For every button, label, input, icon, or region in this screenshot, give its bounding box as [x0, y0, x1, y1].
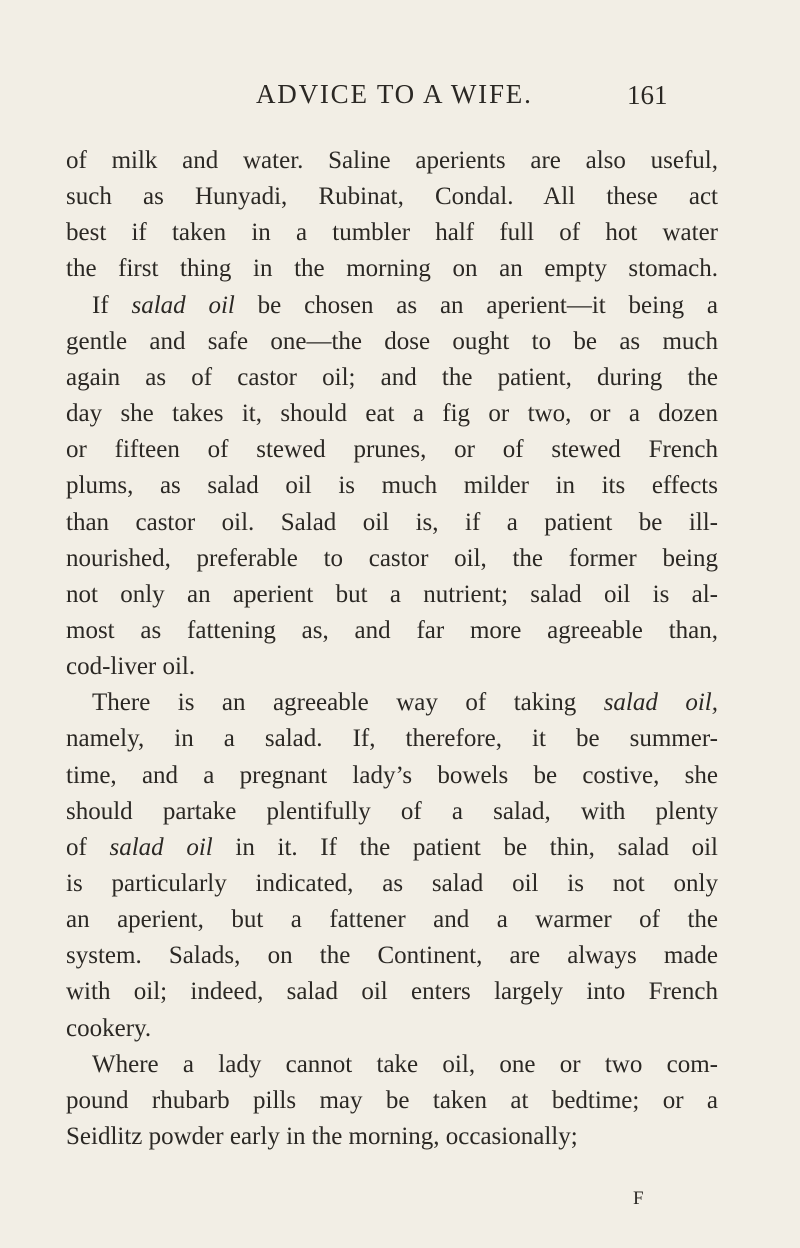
- text-segment: cod-liver oil.: [66, 653, 196, 681]
- text-line: [66, 615, 718, 647]
- text-segment: should partake plentifully of a salad, with plenty: [66, 797, 718, 825]
- page-number: 161: [627, 80, 668, 110]
- text-line: [66, 579, 718, 611]
- text-line: [66, 543, 718, 575]
- italic-text: salad oil: [109, 833, 213, 861]
- text-line: [66, 398, 718, 430]
- text-segment: system. Salads, on the Continent, are always made: [66, 942, 718, 970]
- text-segment: day she takes it, should eat a fig or two, or a dozen: [66, 400, 718, 428]
- text-segment: nourished, preferable to castor oil, the former being: [66, 544, 718, 572]
- text-line: [66, 904, 718, 936]
- text-line: [66, 253, 718, 285]
- text-line: [66, 723, 718, 755]
- text-line: [92, 290, 718, 322]
- text-segment: of milk and water. Saline aperients are also useful,: [66, 147, 718, 174]
- text-segment: not only an aperient but a nutrient; salad oil is al-: [66, 580, 718, 608]
- text-segment: an aperient, but a fattener and a warmer of the: [66, 906, 718, 934]
- text-segment: of: [66, 833, 110, 861]
- signature-mark: F: [633, 1188, 645, 1209]
- text-line: [66, 326, 718, 358]
- text-segment: the first thing in the morning on an empty stomach.: [66, 255, 718, 283]
- text-segment: again as of castor oil; and the patient, during the: [66, 363, 718, 391]
- text-segment: than castor oil. Salad oil is, if a patient be ill-: [66, 508, 718, 536]
- text-segment: gentle and safe one—the dose ought to be as much: [66, 327, 718, 355]
- text-segment: Seidlitz powder early in the morning, occasionally;: [66, 1123, 578, 1151]
- text-segment: with oil; indeed, salad oil enters largely into French: [66, 978, 718, 1006]
- text-line: [66, 832, 718, 864]
- text-segment: most as fattening as, and far more agreeable than,: [66, 616, 718, 644]
- text-segment: be chosen as an aperient—it being a: [234, 291, 718, 319]
- text-line: [66, 145, 718, 177]
- text-segment: or fifteen of stewed prunes, or of stewed French: [66, 436, 718, 464]
- text-segment: best if taken in a tumbler half full of hot water: [66, 219, 718, 247]
- text-line: [66, 217, 718, 249]
- text-segment: namely, in a salad. If, therefore, it be summer-: [66, 725, 718, 753]
- text-segment: such as Hunyadi, Rubinat, Condal. All these act: [66, 183, 718, 211]
- text-segment: pound rhubarb pills may be taken at bedtime; or a: [66, 1086, 718, 1114]
- text-segment: Where a lady cannot take oil, one or two com-: [92, 1050, 718, 1078]
- text-segment: is particularly indicated, as salad oil is not only: [66, 870, 718, 897]
- text-line: [66, 940, 718, 972]
- text-segment: time, and a pregnant lady’s bowels be costive, she: [66, 761, 718, 789]
- text-line: [66, 434, 718, 466]
- text-line: [66, 362, 718, 394]
- text-line: [66, 796, 718, 828]
- text-line: [66, 868, 718, 900]
- text-segment: If: [92, 291, 132, 319]
- text-line: [92, 687, 718, 719]
- text-line: [66, 1013, 151, 1045]
- text-segment: plums, as salad oil is much milder in its effects: [66, 472, 718, 500]
- text-line: [92, 1049, 718, 1081]
- text-line: [66, 1085, 718, 1117]
- text-segment: in it. If the patient be thin, salad oil: [212, 833, 718, 861]
- text-line: [66, 470, 718, 502]
- text-line: [66, 181, 718, 213]
- running-title: ADVICE TO A WIFE.: [256, 79, 533, 109]
- text-line: [66, 651, 195, 683]
- italic-text: salad oil: [131, 291, 235, 319]
- italic-text: salad oil,: [603, 689, 718, 717]
- text-line: [66, 760, 718, 792]
- text-line: [66, 507, 718, 539]
- text-segment: There is an agreeable way of taking: [92, 689, 604, 717]
- text-line: [66, 976, 718, 1008]
- text-line: [66, 1121, 578, 1153]
- text-segment: cookery.: [66, 1014, 152, 1042]
